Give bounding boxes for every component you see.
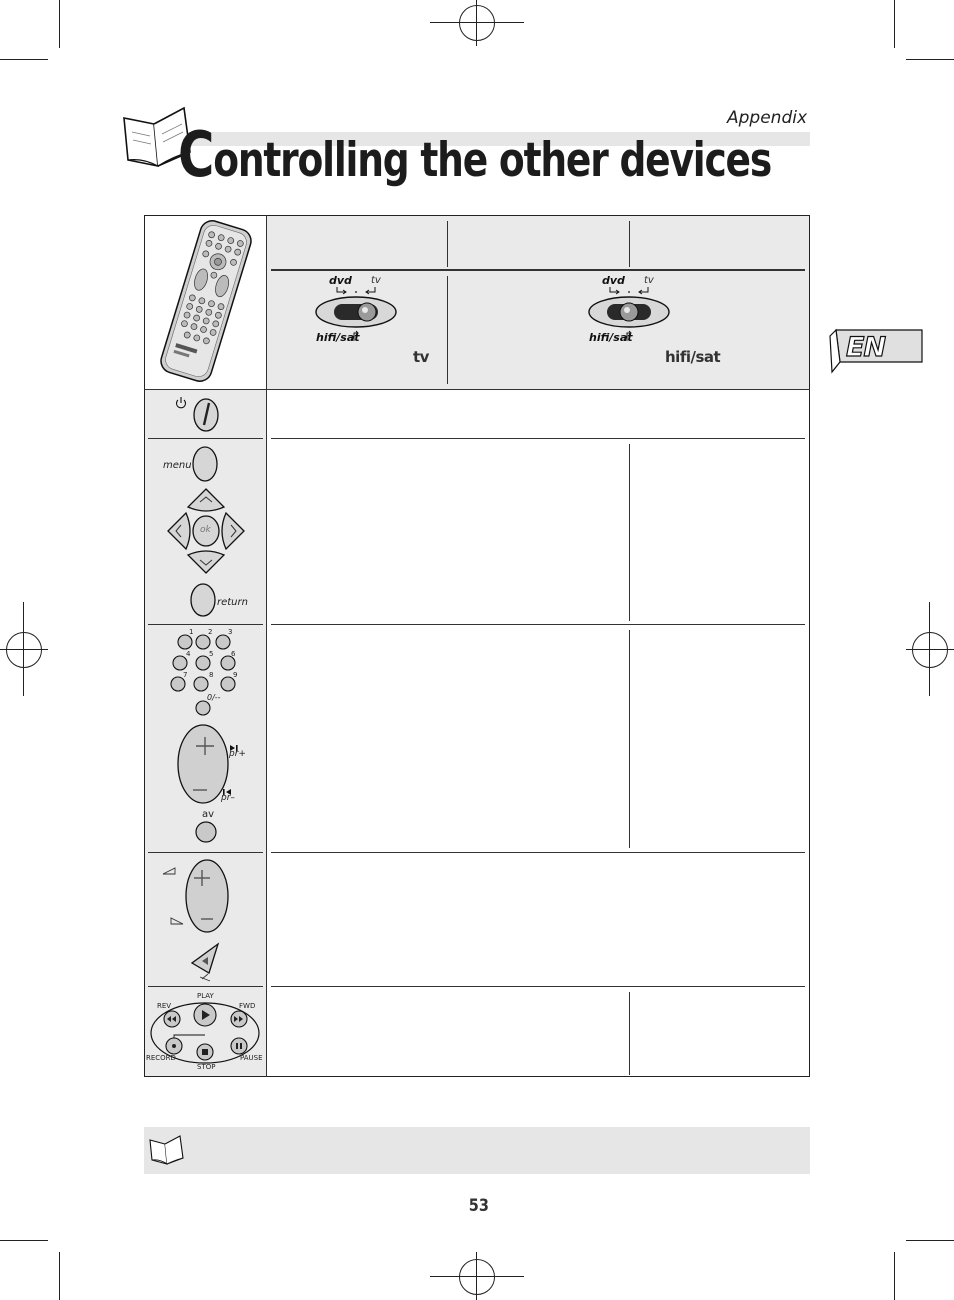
crop-mark [894,1252,895,1300]
volume-rocker[interactable] [183,857,231,935]
row-divider [629,630,630,848]
page-number: 53 [468,1196,489,1216]
mute-button[interactable] [188,941,224,985]
crop-mark [894,0,895,48]
row-rule [148,986,263,987]
menu-label: menu [163,460,192,471]
row-rule [144,389,810,390]
digit-0-label: 0/-- [207,693,221,702]
header-divider [629,221,630,267]
switch-up-arrow-icon [352,330,360,342]
column-divider [266,215,267,1077]
note-book-icon [148,1134,186,1166]
row-rule [148,438,263,439]
crop-mark [59,1252,60,1300]
rev-label: REV [157,1002,172,1010]
fwd-label: FWD [239,1002,256,1010]
switch-dvd-label: dvd [329,274,352,287]
switch-tv-label: tv [371,275,381,286]
row-rule [271,852,805,853]
crop-mark [906,59,954,60]
remote-control-image [150,218,262,384]
title-initial: C [178,118,214,191]
stop-label: STOP [197,1063,216,1071]
switch-dvd-label: dvd [602,274,625,287]
crop-mark [59,0,60,48]
switch-hifisat-label: hifi/sat [589,331,633,344]
crop-mark [0,59,48,60]
note-box [144,1127,810,1174]
row-rule [271,624,805,625]
header-divider [447,221,448,267]
pr-minus-label: pr– [221,793,235,803]
crop-mark [0,1240,48,1241]
header-rule [271,269,805,271]
row-divider [629,444,630,621]
pause-label: PAUSE [240,1054,263,1062]
av-button[interactable] [194,820,218,844]
digit-2-label: 2 [208,628,213,636]
switch-divider [447,276,448,384]
play-label: PLAY [197,992,214,1000]
switch-hifisat-label: hifi/sat [316,331,360,344]
mode-label: tv [413,348,429,366]
power-button[interactable] [172,395,222,435]
digit-8-label: 8 [209,671,214,679]
digit-5-label: 5 [209,650,214,658]
switch-tv-label: tv [644,275,654,286]
section-label: Appendix [727,108,808,128]
mode-switch-hifisat[interactable] [587,294,671,330]
crop-mark [906,1240,954,1241]
row-rule [148,624,263,625]
digit-7-label: 7 [183,671,188,679]
row-rule [271,986,805,987]
row-divider [629,992,630,1075]
ok-label: ok [200,525,211,535]
row-rule [271,438,805,439]
language-label: EN [846,332,886,363]
mode-label: hifi/sat [665,348,721,366]
record-label: RECORD [146,1054,176,1062]
mode-switch-tv[interactable] [314,294,398,330]
return-label: return [217,597,248,608]
digit-1-label: 1 [189,628,194,636]
digit-3-label: 3 [228,628,233,636]
menu-button[interactable] [191,444,219,484]
title-rest: ontrolling the other devices [213,133,772,188]
volume-up-icon [161,866,177,876]
pr-plus-label: pr+ [229,749,246,759]
page-title [178,118,771,191]
switch-up-arrow-icon [625,330,633,342]
return-button[interactable] [189,582,217,618]
digit-6-label: 6 [231,650,236,658]
digit-9-label: 9 [233,671,238,679]
av-label: av [202,809,215,820]
row-rule [148,852,263,853]
digit-4-label: 4 [186,650,191,658]
